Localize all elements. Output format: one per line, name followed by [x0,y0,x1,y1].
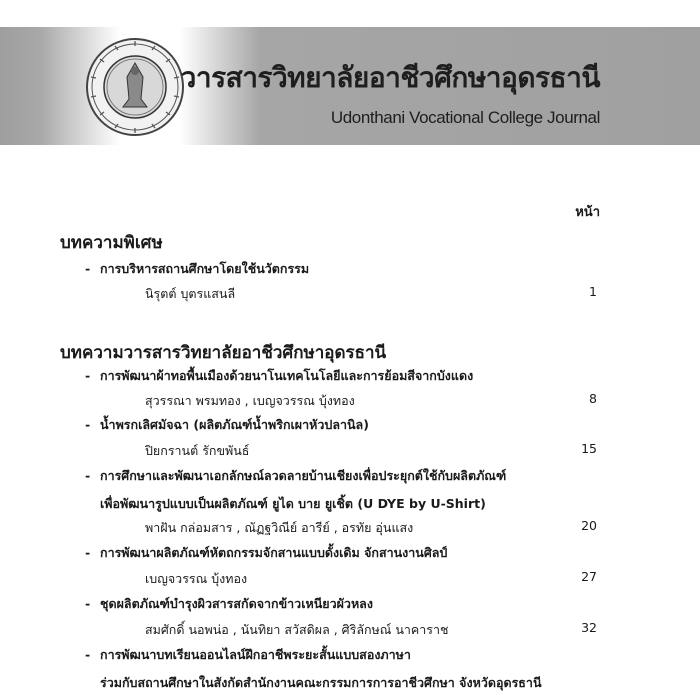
toc-item-page: 20 [581,518,597,533]
toc-item-authors: ปิยกรานต์ รักขพันธ์ [145,443,250,458]
toc-item-authors: เบญจวรรณ บุ้งทอง [145,571,248,586]
toc-item-authors: สมศักดิ์ นอพน่อ , นันทิยา สวัสดิผล , ศิริลักษณ์ นาคาราช [145,622,449,637]
toc-item-title-line2: ร่วมกับสถานศึกษาในสังกัดสำนักงานคณะกรรมการการอาชีวศึกษา จังหวัดอุดรธานี [100,675,542,690]
toc-item-title[interactable]: - การพัฒนาบทเรียนออนไลน์ฝึกอาชีพระยะสั้นแบบสองภาษา ร่วมกับสถานศึกษาในสังกัดสำนักงานคณะกรรมการการอาชีวศึกษา จังหวัดอุดรธานี [85,645,625,693]
toc-item-page: 15 [581,441,597,456]
bullet-dash: - [85,545,91,560]
journal-title-thai: วารสารวิทยาลัยอาชีวศึกษาอุดรธานี [180,61,600,94]
college-seal-logo [85,37,185,137]
section-heading-journal-articles: บทความวารสารวิทยาลัยอาชีวศึกษาอุดรธานี [60,343,387,363]
toc-item-title[interactable]: - ชุดผลิตภัณฑ์บำรุงผิวสารสกัดจากข้าวเหนียวผัวหลง [85,596,373,611]
toc-item-authors: พาฝัน กล่อมสาร , ณัฏฐวิณีย์ อารีย์ , อรทัย อุ่นแสง [145,520,414,535]
toc-item-title-line2: เพื่อพัฒนารูปแบบเป็นผลิตภัณฑ์ ยูได บาย ยูเชิ้ต (U DYE by U-Shirt) [100,496,486,511]
toc-item-authors: นิรุตต์ บุตรแสนลี [145,286,236,301]
page-column-header: หน้า [575,205,600,220]
toc-item-title[interactable]: - น้ำพรกเลิศมัจฉา (ผลิตภัณฑ์น้ำพริกเผาหัวปลานิล) [85,417,369,432]
toc-item-page: 1 [589,284,597,299]
toc-item-title[interactable]: - การศึกษาและพัฒนาเอกลักษณ์ลวดลายบ้านเชียงเพื่อประยุกต์ใช้กับผลิตภัณฑ์ เพื่อพัฒนารูปแบบเป็นผลิตภัณฑ์ ยูได บาย ยูเชิ้ต (U DYE by U-Shirt) [85,466,625,514]
toc-item-page: 32 [581,620,597,635]
toc-item-title[interactable]: - การพัฒนาผ้าทอพื้นเมืองด้วยนาโนเทคโนโลยีและการย้อมสีจากบังแดง [85,368,474,383]
bullet-dash: - [85,468,91,483]
bullet-dash: - [85,261,91,276]
bullet-dash: - [85,417,91,432]
journal-title-english: Udonthani Vocational College Journal [330,108,600,127]
section-heading-special-articles: บทความพิเศษ [60,233,163,253]
toc-item-title[interactable]: - การบริหารสถานศึกษาโดยใช้นวัตกรรม [85,261,310,276]
toc-item-page: 27 [581,569,597,584]
bullet-dash: - [85,368,91,383]
toc-item-authors: สุวรรณา พรมทอง , เบญจวรรณ บุ้งทอง [145,393,355,408]
bullet-dash: - [85,596,91,611]
toc-item-title[interactable]: - การพัฒนาผลิตภัณฑ์หัตถกรรมจักสานแบบดั้งเดิม จักสานงานศิลป์ [85,545,448,560]
bullet-dash: - [85,647,91,662]
toc-item-page: 8 [589,391,597,406]
